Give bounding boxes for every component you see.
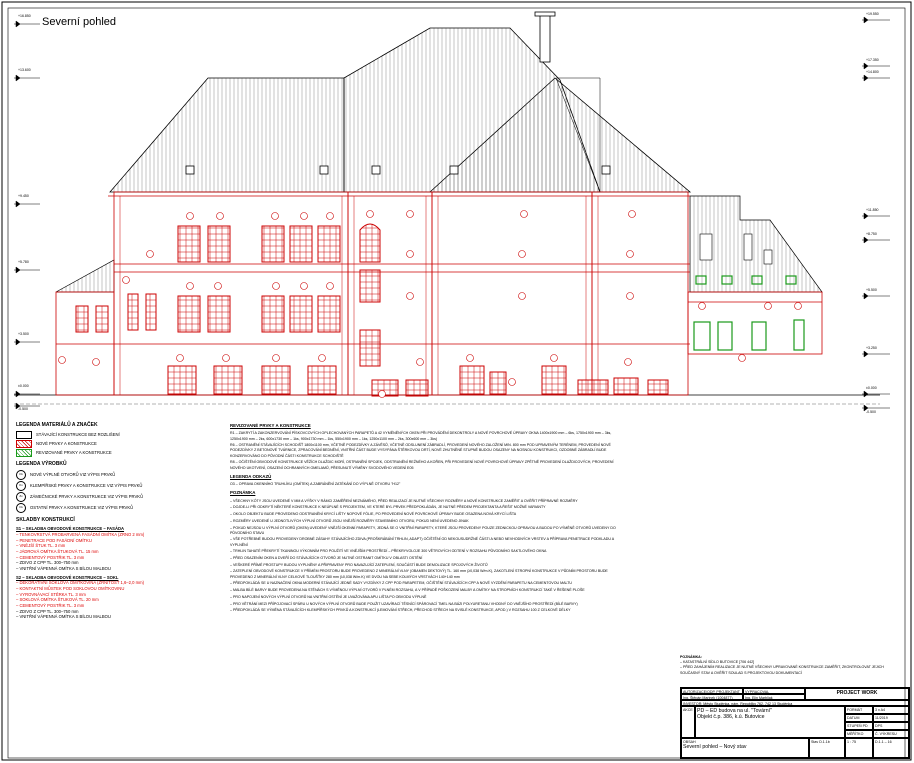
note-text: – PŘEDPOKLÁDÁ SE U NAZNAČENÍ OKNA MODERNÍ STÁVAJÍCÍ JEDNÉ SADY VYZDÍVKY Z CPP POD PARAPETEM, OČIŠTĚNÍ STÁVAJÍCÍCH CPP A NOVÉ VYZDĚNÍ PARAPETU NA CEMENTOVOU MALTU	[230, 581, 573, 586]
project-name: PD – ED budova na ul. "Tovární"	[697, 707, 772, 714]
composition-line: – VNITŘNÍ VÁPENNÁ OMÍTKA S BÍLOU MALBOU	[16, 614, 111, 620]
note-text: – POKUD NEJSOU U VÝPLNÍ OTVORŮ (OKEN) UVEDENÝ VNĚJŠÍ OKENNÍ PARAPETY, JEDNÁ SE O VNITŘNÍ PARAPETY, KTERÉ JSOU PROVEDENY POUZE ZEDNICKOU OPRAVOU A BUDOU PO VÝMĚNĚ OTVORŮ UVEDENY DO PŮVODNÍHO STAVU	[230, 525, 616, 535]
level-label-left: +5.780	[18, 260, 29, 264]
object-name: Objekt č.p. 386, k.ú. Butovice	[697, 713, 765, 720]
tag-icon: Ox	[16, 470, 26, 480]
tb-label: MĚŘÍTKO	[845, 730, 873, 738]
composition-line: – VNITŘNÍ VÁPENNÁ OMÍTKA S BÍLOU MALBOU	[16, 565, 111, 571]
tb-project	[695, 706, 845, 738]
composition-line: – JÁDROVÁ OMÍTKA ŠTUKOVÁ TL. 15 mm	[16, 548, 99, 554]
composition-line: – CEMENTOVÝ POSTŘIK TL. 3 mm	[16, 602, 85, 608]
tag-icon: Ox	[16, 503, 26, 513]
note-text: – PRO VĚTRÁNÍ MEZI PŘÍPOJOVACÍ SPÁRU U NOVÝCH VÝPLNÍ OTVORŮ BUDE POUŽIT UZAVÍRACÍ TĚSNÍCÍ SPÁROVACÍ TMEL NA BÁZI POLYURETANU VHODNÝ DO VNĚJŠÍHO PROSTŘEDÍ (BÍLÉ BARVY)	[230, 601, 578, 606]
note-text: – PRO NAPOJENÍ NOVÝCH VÝPLNÍ OTVORŮ NA VNITŘNÍ OSTĚNÍ JE UVAŽOVÁNA APU LIŠTA PO OBVODU VÝPLNĚ	[230, 594, 427, 599]
drawing-content: Severní pohled – Nový stav	[683, 743, 747, 750]
composition-line: – TENKOVRSTVÁ PROBARVENÁ FASÁDNÍ OMÍTKA (ZRNO 2 mm)	[16, 531, 145, 537]
tb-content	[681, 738, 809, 758]
roof-left	[110, 78, 344, 192]
note-text: – TRHLIN TAHATÉ PŘEKRYTÍ TKANINOU VÝKONNÍM PRO POUŽITÍ VE VNĚJŠÍM PROSTŘEDÍ – PŘEKRYVOLOJE 300 VĚTROVÝCH ODTENÍ V ROZSAHU PŮVODNÍHO SAKTLOVÉHO OKNA	[230, 549, 547, 554]
level-label-right: +19.550	[866, 12, 879, 16]
level-label-right: +5.500	[866, 288, 877, 292]
legend-row	[16, 503, 206, 513]
middle-windows	[76, 270, 380, 366]
tb-value: Ing. Štěpán Marinek (1004877)	[681, 694, 743, 700]
note-text: – DOJDE-LI PŘI ODKRYTÍ NĚKTERÉ KONSTRUKCE K NEÚPLNÉ S PROJEKTEM, VE KTERÉ BYL PRVEK PŘEDPOKLÁDÁN, JE NUTNÉ PŘEDEM PROJEKTANTA A ŘEŠIT MOŽNÉ VARIANTY	[230, 505, 546, 510]
note-text: – OKOLO OBJEKTU BUDE PROVEDENO ODSTRANĚNÍ KRYCÍ LIŠTY NOPOVÉ FÓLIE, PO PROVEDENÍ NOVÉ POVRCHOVÉ ÚPRAVY BUDE OSAZENA NOVÁ KRYCÍ LIŠTA	[230, 512, 517, 517]
notes-block	[230, 420, 620, 615]
legend-row	[16, 440, 206, 448]
legend-label: ZÁMEČNICKÉ PRVKY A KONSTRUKCE VIZ VÝPIS PRVKŮ	[30, 493, 144, 499]
compositions-title: SKLADBY KONSTRUKCÍ	[16, 516, 75, 523]
note-text: – VŠECHNY KÓTY JSOU UVEDENÉ V MM A VÝŠKY V RÁMCI ZAMĚŘENÍ NEZNÁMÉHO, PŘED REALIZACÍ JE NUTNÉ VŠECHNY ROZMĚRY A NOVÉ KONSTRUKCE ZAMĚŘIT A OVĚŘIT PŘÍPRAVNÉ ROZMĚRY	[230, 498, 578, 503]
note-text: – PŘED ZAHÁJENÍM REALIZACE JE NUTNÉ VŠECHNY UPRAVOVANÉ KONSTRUKCE ZAMĚŘIT, ZKONTROLOVAT JEJICH SOUČASNÝ STAV A OVĚŘIT SOULAD S PROJEKTOVOU DOKUMENTACÍ	[680, 665, 884, 675]
level-label-left: +16.850	[18, 14, 31, 18]
composition-line: – DEKORATIVNÍ SOKLOVÁ OMÍTKOVINA (ZRNITOST 1,6–2,0 mm)	[16, 580, 144, 586]
level-label-right: +3.250	[866, 346, 877, 350]
drawing-title: Severní pohled	[42, 16, 116, 28]
level-label-left: +13.600	[18, 68, 31, 72]
legend-row	[16, 481, 206, 491]
composition-line: – ZDIVO Z CPP TL. 300–750 mm	[16, 560, 79, 566]
legend-row	[16, 449, 206, 457]
tb-label: FORMÁT	[845, 706, 873, 714]
level-label-right: +17.350	[866, 58, 879, 62]
tb-label: DATUM	[845, 714, 873, 722]
legend-title: LEGENDA MATERIÁLŮ A ZNAČEK	[16, 422, 98, 428]
composition-line: – KONTAKTNÍ MŮSTEK POD SOKLOVOU OMÍTKOVINU	[16, 585, 125, 591]
materials-legend	[16, 418, 206, 620]
note-text: O3 – OPRAVA OKENNÍHO TRUHLÍKU (OMÍTEK) A ZABRÁNĚNÍ ZATÉKÁNÍ DO VÝPLNĚ OTVORU "H12"	[230, 482, 401, 487]
note-text: R1 – ZAKRYTÍ A ZAKONZERVOVÁNÍ PÍSKOVCOVÝCH OPLECHOVANÝCH PARAPETŮ A 42 VYMĚNĚNÝCH OKEN PŘI PROVÁDĚNÍ DEKONTROLY A NOVÉ POVRCHOVÉ ÚPRAVY OKNA 1400x1900 mm – 6ks, 1750x1900 mm – 3ks, 1250x1900 mm – 2ks, 600x1730 mm – 1ks, 900x1730 mm – 1ks, 550x1900 mm – 1ks, 1250x1100 mm – 2ks, 300x600 mm – 3ks)	[230, 431, 612, 441]
tb-label: STUPEŇ PD	[845, 722, 873, 730]
level-label-right: -0.500	[866, 410, 876, 414]
legend-label: NOVÉ PRVKY A KONSTRUKCE	[36, 440, 97, 446]
note-text: – ZATEPLENÍ OBVODOVÉ KONSTRUKCE V PŘÍMÉM PROSTORU BUDE PROVEDENO Z MINERÁLNÍ VLNY (OBAMEN DEKTOVÝ) TL. 160 mm (λ0,038 W/m.K), ZAKOTLENÍ STROPNÍ KONSTRUKCE V PŮDNÍM PROSTORU BUDE PROVEDENO Z MINERÁLNÍ VLNY CELKOVÉ TLOUŠŤKY 280 mm (λ0,038 W/m.K) VE DVOU NA SEBE KOLMÝCH VRSTVÁCH 140+140 mm	[230, 569, 608, 579]
legend-row	[16, 492, 206, 502]
composition-line: – ZDIVO Z CPP TL. 300–750 mm	[16, 608, 79, 614]
swatch-existing	[16, 431, 32, 439]
swatch-revised	[16, 449, 32, 457]
note-text: – PŘED OSAZENÍM OKEN A DVEŘÍ DO STÁVAJÍCÍCH OTVORŮ JE NUTNÉ OSTRANIT OMÍTKU V OBLASTI OSTĚNÍ	[230, 556, 423, 561]
note-text: R6 – OSTRANĚNÍ STÁVAJÍCÍCH SCHODIŠŤ 1800x1100 mm, VČETNĚ PODEZDÍVKY A ZÁVĚSŮ, VČETNĚ ODSLUNENÍ ZÁBRADLÍ, PROVEDENÍ NOVÉHO ZALOŽENÍ MIN. 800 mm POD UPRAVENÝM TERÉNEM, PROVEDENÍ NOVÉ PODEZDÍVKY Z BETONOVÉ TVÁRNICE, ZPRACOVÁNÍ BEDNĚNÍ, VNITŘNÍ ČÁST BUDE VYSYPÁNA ŠTĚRKOVOU DRTÍ, NOVÉ ZHUTNĚNÉ STUPNĚ BUDOU OSAZENY NA NOSNOU KONSTRUKCI, OZDOBNÉ ZÁBRADLÍ BUDE KONZERVOVÁNO DO PŮVODNÍ ČÁSTI KONSTRUKCE SCHODIŠTĚ	[230, 443, 611, 458]
level-label-right: +11.850	[866, 208, 879, 212]
tb-label: AUTORIZACE/ODP. PROJEKTANT	[681, 688, 743, 694]
composition-line: – CEMENTOVÝ POSTŘIK TL. 3 mm	[16, 554, 85, 560]
level-markers-left	[14, 21, 40, 409]
legend-row	[16, 470, 206, 480]
company-logo: PROJECT WORK	[805, 688, 909, 700]
tb-value: DPS	[873, 722, 909, 730]
tb-stage: Stav D.1.1b	[809, 738, 845, 758]
legend-label: KLEMPÍŘSKÉ PRVKY A KONSTRUKCE VIZ VÝPIS PRVKŮ	[30, 482, 143, 488]
note-text: – VEŠKERÉ PŘÍMÉ PROSTUPY BUDOU VYPLNĚNY A PŘIPRAVENY PRO NAVAZUJÍCÍ ZATEPLENÍ, SOUČÁSTÍ BUDE DEMOLIZACE SPOJOVÝCH ŽIVOTŮ	[230, 562, 488, 567]
legend-label: OSTATNÍ PRVKY A KONSTRUKCE VIZ VÝPIS PRVKŮ	[30, 504, 134, 510]
composition-line: – SOKLOVÁ OMÍTKA ŠTUKOVÁ TL. 20 mm	[16, 597, 99, 603]
tb-value: Ing. Elin Marbliak	[743, 694, 805, 700]
level-label-left: -0.500	[18, 407, 28, 411]
legend-label: REVIZOVANÉ PRVKY A KONSTRUKCE	[36, 449, 112, 455]
right-notes	[680, 655, 905, 676]
level-markers-right	[862, 17, 890, 411]
composition-line: – VNĚJŠÍ ŠTUK TL. 3 mm	[16, 543, 66, 549]
symbols-title: LEGENDA VÝROBKŮ	[16, 460, 67, 467]
tb-value: 1 : 75	[845, 738, 873, 758]
roof-annex-left	[56, 260, 114, 292]
tb-value: 3 x A4	[873, 706, 909, 714]
swatch-new	[16, 440, 32, 448]
legend-label: NOVÉ VÝPLNĚ OTVORŮ VIZ VÝPIS PRVKŮ	[30, 471, 116, 477]
tag-icon: Zx	[16, 492, 26, 502]
level-label-left: ±0.000	[18, 384, 29, 388]
note-text: – KATASTRÁLNÍ SÍDLO BUTOVICE [706 442]	[680, 660, 755, 665]
tb-value: 11/2019	[873, 714, 909, 722]
level-label-left: +3.500	[18, 332, 29, 336]
title-block	[680, 687, 910, 759]
tb-value: D.1.1 – 16	[873, 738, 909, 758]
composition-line: – PENETRACE POD FASÁDNÍ OMÍTKU	[16, 537, 92, 543]
note-text: – PŘEDPOKLÁDÁ SE VÝMĚNA STÁVAJÍCÍCH KLEMPÍŘSKÝCH PRVKŮ A KONSTRUKCÍ (LEMOVÁNÍ STŘECH, PŘECHOD STŘECH NA SVISLÉ KONSTRUKCE, APOD.) V ROZSAHU 100 Z CELKOVÉ DÉLKY	[230, 608, 571, 613]
notes-section-title: POZNÁMKA	[230, 490, 256, 496]
ground-windows	[168, 366, 668, 396]
tb-label: Č. VÝKRESU	[873, 730, 909, 738]
legend-label: STÁVAJÍCÍ KONSTRUKCE BEZ ROZLIŠENÍ	[36, 431, 120, 437]
tb-label: AKCE	[681, 706, 695, 738]
composition-title: S2 – SKLADBA OBVODOVÉ KONSTRUKCE – SOKL	[16, 574, 119, 580]
note-text: – MALBA BÍLÉ BARVY BUDE PROVEDENA NA STĚNÁCH S VÝMĚNOU VÝPLNÍ OTVORŮ V PLNÉM ROZSAHU, A V PŘÍPADĚ POŠKOZENÍ MALBY A OMÍTKY NA STROPNÍCH KONSTRUKCÍ TAKÉ V ŘEŠENÉ PLOŠE	[230, 588, 585, 593]
composition-title: S1 – SKLADBA OBVODOVÉ KONSTRUKCE – FASÁDA	[16, 526, 125, 532]
tag-icon: Kx	[16, 481, 26, 491]
level-label-right: +14.800	[866, 70, 879, 74]
tb-investor: INVESTOR: Město Studénka, nám. Republiky 762, 742 13 Studénka	[681, 700, 909, 706]
level-label-left: +9.450	[18, 194, 29, 198]
tb-label: OBSAH	[683, 739, 696, 744]
upper-windows	[178, 224, 380, 262]
note-text: R8 – OČIŠTĚNÍ OBVODOVÉ KONSTRUKCE VĚŽÍCH DLAŽDIC MORÍ, OSTRANĚNÍ SPOJEK, ODSTRANĚNÍ REŽNÉHO A KOŘEN, PŘI PROVEDENÍ NOVÉ POVRCHOVÉ ÚPRAVY ZPĚTNĚ PROVEDENÍ DLAŽDICOVÝCH, PROVEDENÍ NOVÉHO UKOTVENÍ, OSAZENÍ OCHRANNÝCH OMELAMŮ, PŘESUNUTÍ VÝMĚNY SVODOVÉHO VEDENÍ E05	[230, 460, 614, 470]
notes-section-title: LEGENDA ODKAZŮ	[230, 473, 272, 479]
right-notes-title: POZNÁMKA:	[680, 655, 702, 659]
composition-line: – VYROVNÁVACÍ STĚRKA TL. 3 mm	[16, 591, 86, 597]
level-label-right: ±0.000	[866, 386, 877, 390]
note-text: – VŠE POTŘEBNÉ BUDOU PROVEDENY DROBNÉ ZÁSAHY STÁVAJÍCÍHO ZDIVA (PROŠKRÁBÁNÍ TRHLIN, ADAPT) OČIŠTĚNÍ OD NEKOUSUDRŽNÉ ČÁSTI A NEBO NEVHODNÝCH VRSTEV A PŘÍPRAVA PENETRACE PODKLADU A VYPLNĚNÍ	[230, 537, 614, 547]
legend-row	[16, 431, 206, 439]
level-label-right: +8.750	[866, 232, 877, 236]
tb-label: VYPRACOVAL	[743, 688, 805, 694]
notes-section-title: REVIZOVANÉ PRVKY A KONSTRUKCE	[230, 423, 311, 428]
note-text: – ROZMĚRY UVEDENÉ U JEDNOTLIVÝCH VÝPLNÍ OTVORŮ JSOU VNĚJŠÍ ROZMĚRY STAVEBNÍHO OTVORU, POKUD NENÍ UVEDENO JINAK	[230, 518, 469, 523]
